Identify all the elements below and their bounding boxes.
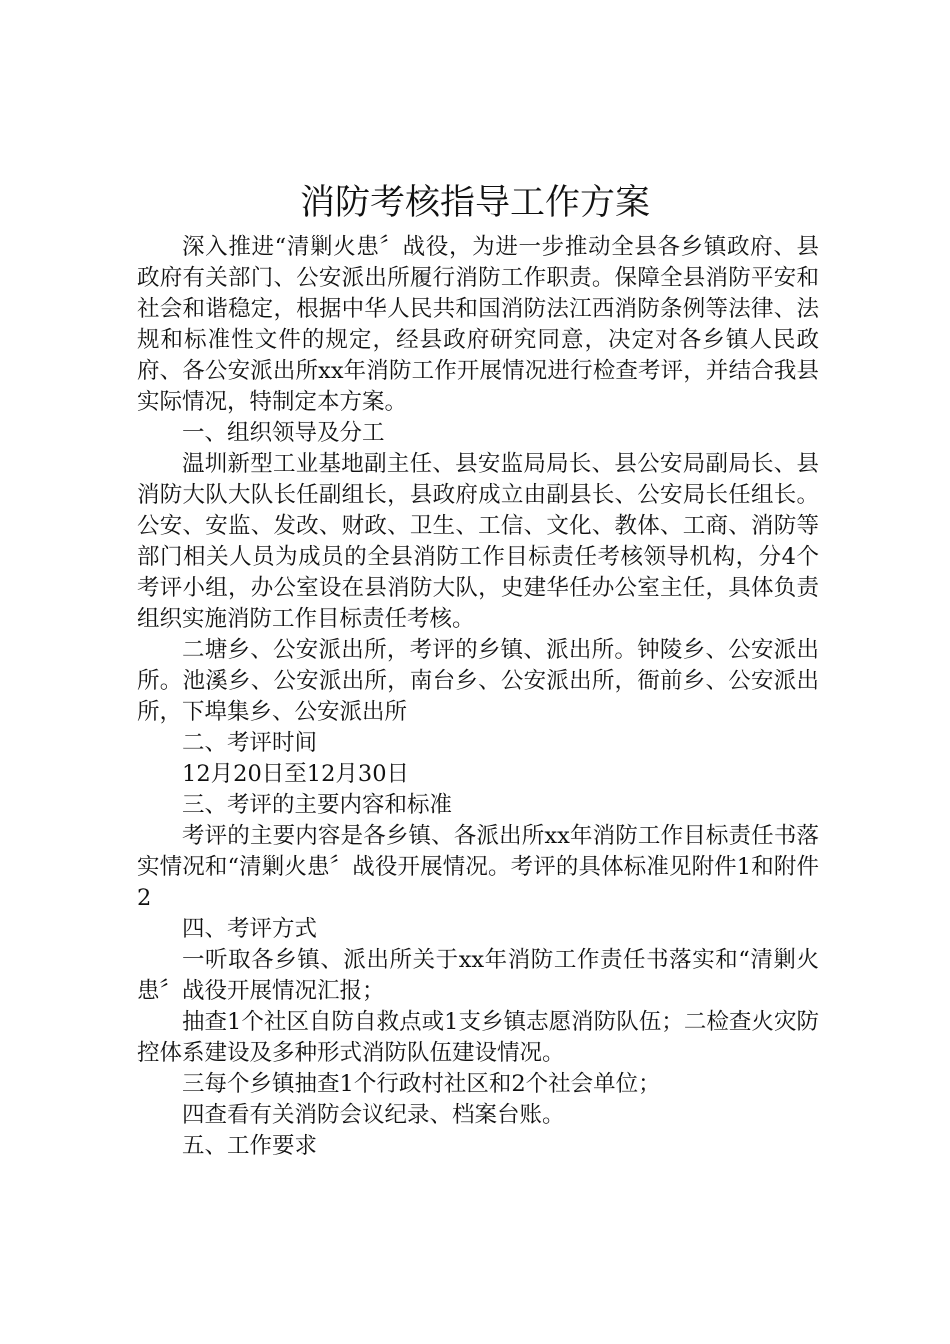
paragraph-organization: 温圳新型工业基地副主任、县安监局局长、县公安局副局长、县消防大队大队长任副组长，县政府成立由副县长、公安局长任组长。公安、安监、发改、财政、卫生、工信、文化、教体、工商、消防等部门相关人员为成员的全县消防工作目标责任考核领导机构，分4个考评小组，办公室设在县消防大队，史建华任办公室主任，具体负责组织实施消防工作目标责任考核。 bbox=[137, 451, 819, 632]
paragraph-method-3: 三每个乡镇抽查1个行政村社区和2个社会单位； bbox=[182, 1071, 661, 1097]
document-body bbox=[137, 232, 819, 1162]
paragraph-intro: 深入推进“清剿火患〞战役，为进一步推动全县各乡镇政府、县政府有关部门、公安派出所履行消防工作职责。保障全县消防平安和社会和谐稳定，根据中华人民共和国消防法江西消防条例等法律、法规和标准性文件的规定，经县政府研究同意，决定对各乡镇人民政府、各公安派出所xx年消防工作开展情况进行检查考评，并结合我县实际情况，特制定本方案。 bbox=[137, 234, 819, 415]
section-heading-content: 三、考评的主要内容和标准 bbox=[182, 792, 453, 818]
paragraph-assessment-groups: 二塘乡、公安派出所，考评的乡镇、派出所。钟陵乡、公安派出所。池溪乡、公安派出所，南台乡、公安派出所，衙前乡、公安派出所，下埠集乡、公安派出所 bbox=[137, 637, 819, 725]
section-heading-requirements: 五、工作要求 bbox=[182, 1133, 318, 1159]
paragraph-time: 12月20日至12月30日 bbox=[182, 761, 410, 787]
document-title: 消防考核指导工作方案 bbox=[299, 183, 650, 223]
paragraph-content: 考评的主要内容是各乡镇、各派出所xx年消防工作目标责任书落实情况和“清剿火患〞战役开展情况。考评的具体标准见附件1和附件2 bbox=[137, 823, 819, 911]
section-heading-organization: 一、组织领导及分工 bbox=[182, 420, 385, 446]
paragraph-method-1: 一听取各乡镇、派出所关于xx年消防工作责任书落实和“清剿火患〞战役开展情况汇报； bbox=[137, 947, 819, 1004]
paragraph-method-4: 四查看有关消防会议纪录、档案台账。 bbox=[182, 1102, 565, 1128]
section-heading-time: 二、考评时间 bbox=[182, 730, 318, 756]
paragraph-method-2: 抽查1个社区自防自救点或1支乡镇志愿消防队伍；二检查火灾防控体系建设及多种形式消防队伍建设情况。 bbox=[137, 1009, 819, 1066]
section-heading-method: 四、考评方式 bbox=[182, 916, 318, 942]
